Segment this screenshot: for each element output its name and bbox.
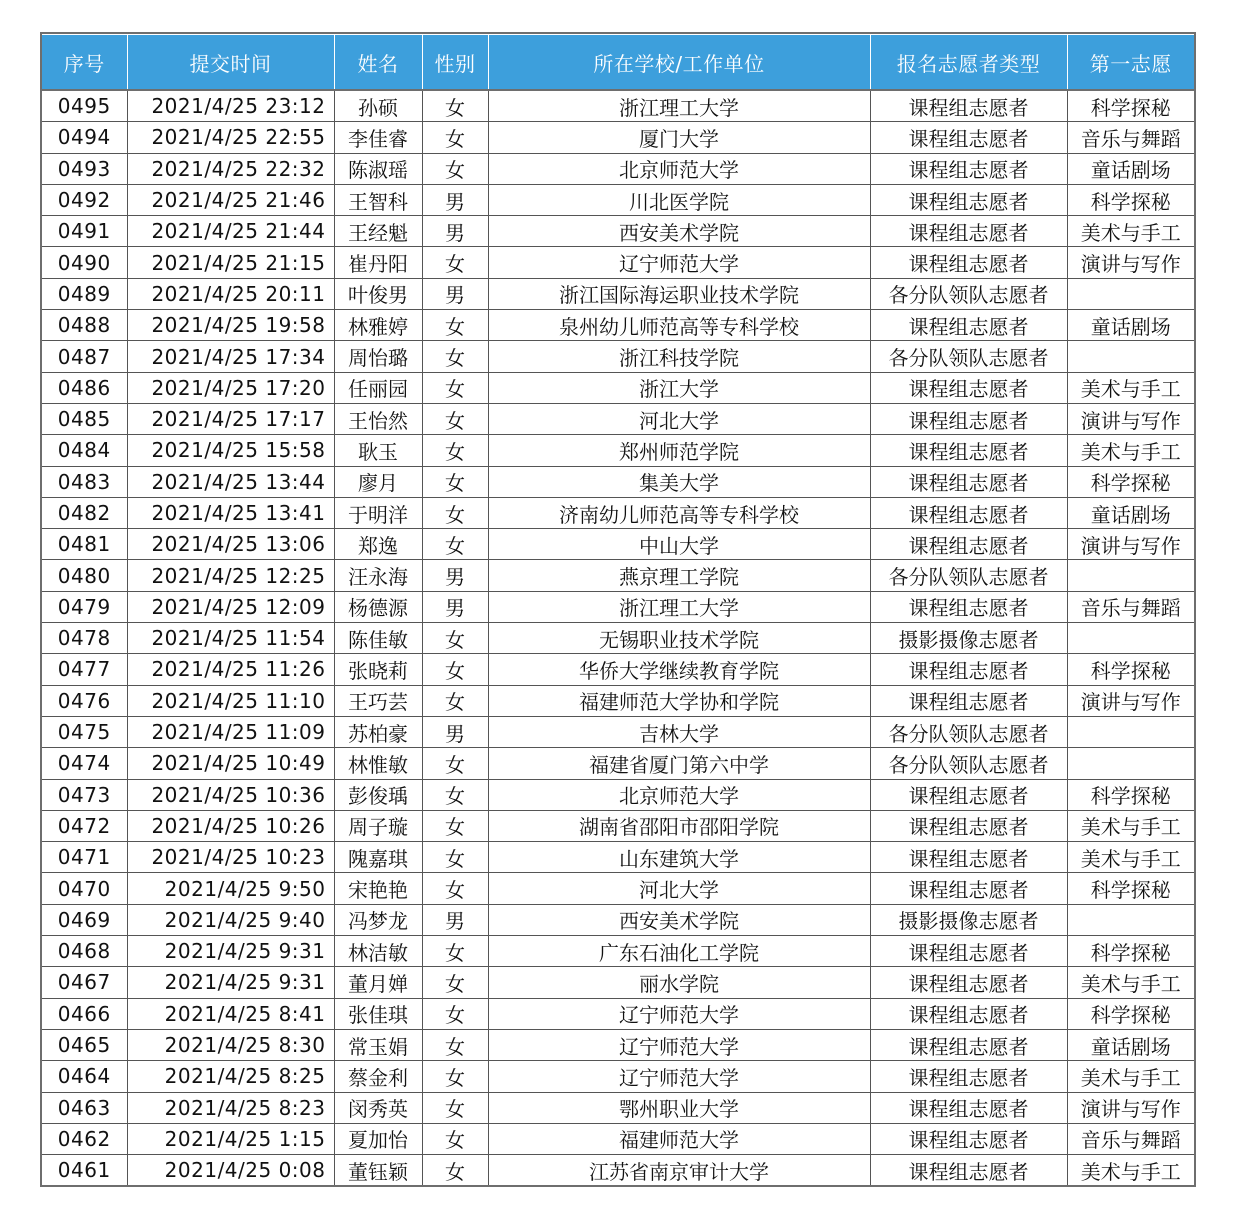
cell-name: 林惟敏: [334, 748, 422, 779]
cell-first-choice: 美术与手工: [1067, 842, 1194, 873]
cell-volunteer-type: 课程组志愿者: [870, 90, 1067, 122]
cell-serial: 0485: [42, 403, 127, 434]
cell-school: 北京师范大学: [488, 153, 870, 184]
table-row: [42, 247, 1194, 278]
cell-school: 泉州幼儿师范高等专科学校: [488, 310, 870, 341]
cell-first-choice: 美术与手工: [1067, 810, 1194, 841]
table-row: [42, 341, 1194, 372]
cell-name: 于明洋: [334, 497, 422, 528]
cell-serial: 0466: [42, 998, 127, 1029]
cell-volunteer-type: 摄影摄像志愿者: [870, 623, 1067, 654]
cell-submit-time: 2021/4/25 12:09: [127, 591, 334, 622]
cell-school: 北京师范大学: [488, 779, 870, 810]
cell-serial: 0463: [42, 1092, 127, 1123]
cell-school: 河北大学: [488, 873, 870, 904]
cell-school: 燕京理工学院: [488, 560, 870, 591]
cell-serial: 0461: [42, 1155, 127, 1186]
cell-name: 汪永海: [334, 560, 422, 591]
cell-submit-time: 2021/4/25 15:58: [127, 435, 334, 466]
cell-submit-time: 2021/4/25 11:10: [127, 685, 334, 716]
cell-volunteer-type: 课程组志愿者: [870, 936, 1067, 967]
cell-submit-time: 2021/4/25 1:15: [127, 1123, 334, 1154]
cell-school: 山东建筑大学: [488, 842, 870, 873]
cell-name: 孙硕: [334, 90, 422, 122]
cell-school: 河北大学: [488, 403, 870, 434]
cell-gender: 女: [422, 810, 488, 841]
cell-name: 董钰颖: [334, 1155, 422, 1186]
cell-name: 王巧芸: [334, 685, 422, 716]
cell-serial: 0491: [42, 216, 127, 247]
cell-submit-time: 2021/4/25 17:17: [127, 403, 334, 434]
cell-serial: 0474: [42, 748, 127, 779]
cell-school: 辽宁师范大学: [488, 998, 870, 1029]
cell-submit-time: 2021/4/25 22:55: [127, 122, 334, 153]
cell-gender: 女: [422, 497, 488, 528]
cell-gender: 男: [422, 904, 488, 935]
cell-gender: 女: [422, 1092, 488, 1123]
cell-first-choice: 音乐与舞蹈: [1067, 1123, 1194, 1154]
cell-gender: 女: [422, 341, 488, 372]
cell-serial: 0481: [42, 529, 127, 560]
cell-submit-time: 2021/4/25 11:26: [127, 654, 334, 685]
cell-submit-time: 2021/4/25 17:20: [127, 372, 334, 403]
cell-volunteer-type: 课程组志愿者: [870, 873, 1067, 904]
cell-serial: 0478: [42, 623, 127, 654]
cell-gender: 女: [422, 247, 488, 278]
cell-gender: 女: [422, 748, 488, 779]
table-row: [42, 122, 1194, 153]
cell-first-choice: 童话剧场: [1067, 1029, 1194, 1060]
cell-submit-time: 2021/4/25 13:41: [127, 497, 334, 528]
cell-school: 广东石油化工学院: [488, 936, 870, 967]
cell-first-choice: 演讲与写作: [1067, 1092, 1194, 1123]
cell-school: 辽宁师范大学: [488, 247, 870, 278]
cell-name: 叶俊男: [334, 278, 422, 309]
cell-first-choice: 美术与手工: [1067, 435, 1194, 466]
cell-volunteer-type: 课程组志愿者: [870, 153, 1067, 184]
cell-first-choice: 科学探秘: [1067, 998, 1194, 1029]
cell-gender: 男: [422, 716, 488, 747]
cell-school: 浙江理工大学: [488, 591, 870, 622]
cell-first-choice: 演讲与写作: [1067, 529, 1194, 560]
cell-first-choice: 科学探秘: [1067, 184, 1194, 215]
table-row: [42, 623, 1194, 654]
cell-first-choice: [1067, 716, 1194, 747]
cell-serial: 0482: [42, 497, 127, 528]
cell-school: 辽宁师范大学: [488, 1029, 870, 1060]
cell-volunteer-type: 各分队领队志愿者: [870, 560, 1067, 591]
cell-name: 隗嘉琪: [334, 842, 422, 873]
table-row: [42, 216, 1194, 247]
cell-submit-time: 2021/4/25 10:49: [127, 748, 334, 779]
cell-gender: 女: [422, 310, 488, 341]
cell-volunteer-type: 课程组志愿者: [870, 685, 1067, 716]
table-row: [42, 372, 1194, 403]
cell-name: 王智科: [334, 184, 422, 215]
cell-gender: 男: [422, 278, 488, 309]
cell-submit-time: 2021/4/25 13:44: [127, 466, 334, 497]
cell-submit-time: 2021/4/25 9:31: [127, 967, 334, 998]
cell-school: 厦门大学: [488, 122, 870, 153]
cell-name: 闵秀英: [334, 1092, 422, 1123]
cell-serial: 0486: [42, 372, 127, 403]
cell-gender: 女: [422, 967, 488, 998]
cell-first-choice: 科学探秘: [1067, 936, 1194, 967]
cell-volunteer-type: 课程组志愿者: [870, 810, 1067, 841]
cell-volunteer-type: 课程组志愿者: [870, 247, 1067, 278]
cell-submit-time: 2021/4/25 11:54: [127, 623, 334, 654]
cell-first-choice: 科学探秘: [1067, 90, 1194, 122]
table-row: [42, 591, 1194, 622]
table-row: [42, 842, 1194, 873]
cell-volunteer-type: 课程组志愿者: [870, 372, 1067, 403]
cell-first-choice: 美术与手工: [1067, 967, 1194, 998]
cell-submit-time: 2021/4/25 19:58: [127, 310, 334, 341]
cell-serial: 0493: [42, 153, 127, 184]
cell-gender: 女: [422, 685, 488, 716]
cell-school: 湖南省邵阳市邵阳学院: [488, 810, 870, 841]
cell-submit-time: 2021/4/25 10:23: [127, 842, 334, 873]
cell-serial: 0469: [42, 904, 127, 935]
cell-first-choice: 演讲与写作: [1067, 685, 1194, 716]
cell-submit-time: 2021/4/25 11:09: [127, 716, 334, 747]
cell-school: 郑州师范学院: [488, 435, 870, 466]
cell-name: 王怡然: [334, 403, 422, 434]
table-row: [42, 560, 1194, 591]
table-row: [42, 810, 1194, 841]
cell-first-choice: 科学探秘: [1067, 466, 1194, 497]
cell-serial: 0477: [42, 654, 127, 685]
cell-volunteer-type: 课程组志愿者: [870, 842, 1067, 873]
cell-volunteer-type: 课程组志愿者: [870, 967, 1067, 998]
cell-serial: 0472: [42, 810, 127, 841]
table-row: [42, 685, 1194, 716]
cell-serial: 0479: [42, 591, 127, 622]
cell-school: 福建师范大学协和学院: [488, 685, 870, 716]
cell-volunteer-type: 课程组志愿者: [870, 1029, 1067, 1060]
cell-volunteer-type: 各分队领队志愿者: [870, 278, 1067, 309]
cell-gender: 男: [422, 591, 488, 622]
table-row: [42, 1092, 1194, 1123]
cell-school: 福建师范大学: [488, 1123, 870, 1154]
cell-volunteer-type: 摄影摄像志愿者: [870, 904, 1067, 935]
cell-serial: 0475: [42, 716, 127, 747]
table-row: [42, 1029, 1194, 1060]
table-row: [42, 873, 1194, 904]
cell-name: 林洁敏: [334, 936, 422, 967]
cell-volunteer-type: 课程组志愿者: [870, 216, 1067, 247]
cell-name: 常玉娟: [334, 1029, 422, 1060]
cell-first-choice: 科学探秘: [1067, 873, 1194, 904]
cell-volunteer-type: 各分队领队志愿者: [870, 716, 1067, 747]
header-serial: 序号: [42, 35, 127, 91]
cell-submit-time: 2021/4/25 8:23: [127, 1092, 334, 1123]
table-row: [42, 278, 1194, 309]
cell-volunteer-type: 课程组志愿者: [870, 654, 1067, 685]
cell-school: 福建省厦门第六中学: [488, 748, 870, 779]
header-volunteer-type: 报名志愿者类型: [870, 35, 1067, 91]
cell-volunteer-type: 课程组志愿者: [870, 466, 1067, 497]
table-row: [42, 779, 1194, 810]
table-row: [42, 716, 1194, 747]
cell-serial: 0473: [42, 779, 127, 810]
cell-first-choice: 音乐与舞蹈: [1067, 591, 1194, 622]
cell-school: 集美大学: [488, 466, 870, 497]
table-row: [42, 998, 1194, 1029]
cell-name: 王经魁: [334, 216, 422, 247]
cell-name: 林雅婷: [334, 310, 422, 341]
cell-name: 任丽园: [334, 372, 422, 403]
cell-school: 西安美术学院: [488, 904, 870, 935]
table-row: [42, 1155, 1194, 1186]
cell-first-choice: 美术与手工: [1067, 216, 1194, 247]
cell-serial: 0470: [42, 873, 127, 904]
cell-first-choice: 音乐与舞蹈: [1067, 122, 1194, 153]
cell-school: 江苏省南京审计大学: [488, 1155, 870, 1186]
cell-school: 浙江大学: [488, 372, 870, 403]
cell-serial: 0465: [42, 1029, 127, 1060]
table-row: [42, 967, 1194, 998]
table-row: [42, 435, 1194, 466]
cell-name: 夏加怡: [334, 1123, 422, 1154]
cell-name: 陈淑瑶: [334, 153, 422, 184]
cell-first-choice: [1067, 341, 1194, 372]
cell-submit-time: 2021/4/25 8:25: [127, 1061, 334, 1092]
cell-gender: 女: [422, 466, 488, 497]
cell-volunteer-type: 课程组志愿者: [870, 310, 1067, 341]
cell-name: 杨德源: [334, 591, 422, 622]
cell-first-choice: 美术与手工: [1067, 1061, 1194, 1092]
header-first-choice: 第一志愿: [1067, 35, 1194, 91]
cell-volunteer-type: 各分队领队志愿者: [870, 748, 1067, 779]
cell-first-choice: 美术与手工: [1067, 372, 1194, 403]
cell-school: 鄂州职业大学: [488, 1092, 870, 1123]
cell-school: 西安美术学院: [488, 216, 870, 247]
cell-submit-time: 2021/4/25 9:31: [127, 936, 334, 967]
cell-name: 崔丹阳: [334, 247, 422, 278]
cell-serial: 0490: [42, 247, 127, 278]
cell-volunteer-type: 课程组志愿者: [870, 497, 1067, 528]
cell-gender: 男: [422, 184, 488, 215]
cell-name: 董月婵: [334, 967, 422, 998]
cell-submit-time: 2021/4/25 9:50: [127, 873, 334, 904]
cell-school: 吉林大学: [488, 716, 870, 747]
cell-name: 蔡金利: [334, 1061, 422, 1092]
cell-name: 周子璇: [334, 810, 422, 841]
cell-gender: 女: [422, 842, 488, 873]
table-row: [42, 153, 1194, 184]
cell-school: 丽水学院: [488, 967, 870, 998]
cell-gender: 女: [422, 623, 488, 654]
cell-submit-time: 2021/4/25 21:15: [127, 247, 334, 278]
table-row: [42, 748, 1194, 779]
cell-serial: 0480: [42, 560, 127, 591]
cell-submit-time: 2021/4/25 0:08: [127, 1155, 334, 1186]
table-row: [42, 904, 1194, 935]
header-row: [42, 35, 1194, 91]
cell-gender: 男: [422, 560, 488, 591]
cell-first-choice: 科学探秘: [1067, 779, 1194, 810]
table-row: [42, 1123, 1194, 1154]
cell-submit-time: 2021/4/25 21:46: [127, 184, 334, 215]
cell-first-choice: 童话剧场: [1067, 497, 1194, 528]
cell-volunteer-type: 课程组志愿者: [870, 529, 1067, 560]
cell-first-choice: 童话剧场: [1067, 310, 1194, 341]
cell-volunteer-type: 课程组志愿者: [870, 403, 1067, 434]
cell-first-choice: 美术与手工: [1067, 1155, 1194, 1186]
cell-gender: 女: [422, 529, 488, 560]
cell-gender: 女: [422, 779, 488, 810]
cell-submit-time: 2021/4/25 10:36: [127, 779, 334, 810]
cell-serial: 0464: [42, 1061, 127, 1092]
table-row: [42, 1061, 1194, 1092]
cell-school: 辽宁师范大学: [488, 1061, 870, 1092]
cell-school: 济南幼儿师范高等专科学校: [488, 497, 870, 528]
table-row: [42, 497, 1194, 528]
cell-submit-time: 2021/4/25 10:26: [127, 810, 334, 841]
cell-serial: 0462: [42, 1123, 127, 1154]
cell-serial: 0492: [42, 184, 127, 215]
header-school: 所在学校/工作单位: [488, 35, 870, 91]
table-row: [42, 184, 1194, 215]
cell-volunteer-type: 课程组志愿者: [870, 779, 1067, 810]
cell-serial: 0468: [42, 936, 127, 967]
cell-gender: 女: [422, 1123, 488, 1154]
cell-first-choice: 科学探秘: [1067, 654, 1194, 685]
cell-name: 冯梦龙: [334, 904, 422, 935]
cell-gender: 女: [422, 153, 488, 184]
cell-submit-time: 2021/4/25 8:41: [127, 998, 334, 1029]
table-body: [42, 90, 1194, 1185]
cell-submit-time: 2021/4/25 13:06: [127, 529, 334, 560]
cell-submit-time: 2021/4/25 21:44: [127, 216, 334, 247]
cell-serial: 0494: [42, 122, 127, 153]
cell-submit-time: 2021/4/25 8:30: [127, 1029, 334, 1060]
cell-first-choice: 童话剧场: [1067, 153, 1194, 184]
cell-gender: 女: [422, 1155, 488, 1186]
cell-serial: 0488: [42, 310, 127, 341]
cell-gender: 女: [422, 873, 488, 904]
cell-name: 郑逸: [334, 529, 422, 560]
cell-first-choice: [1067, 278, 1194, 309]
cell-school: 华侨大学继续教育学院: [488, 654, 870, 685]
cell-volunteer-type: 课程组志愿者: [870, 1123, 1067, 1154]
cell-first-choice: [1067, 560, 1194, 591]
cell-submit-time: 2021/4/25 12:25: [127, 560, 334, 591]
cell-gender: 女: [422, 435, 488, 466]
cell-serial: 0495: [42, 90, 127, 122]
cell-volunteer-type: 课程组志愿者: [870, 122, 1067, 153]
cell-gender: 女: [422, 654, 488, 685]
cell-volunteer-type: 课程组志愿者: [870, 998, 1067, 1029]
cell-name: 陈佳敏: [334, 623, 422, 654]
cell-gender: 女: [422, 372, 488, 403]
cell-volunteer-type: 课程组志愿者: [870, 1155, 1067, 1186]
cell-school: 无锡职业技术学院: [488, 623, 870, 654]
cell-submit-time: 2021/4/25 9:40: [127, 904, 334, 935]
cell-school: 川北医学院: [488, 184, 870, 215]
cell-submit-time: 2021/4/25 20:11: [127, 278, 334, 309]
cell-first-choice: [1067, 748, 1194, 779]
cell-first-choice: [1067, 904, 1194, 935]
cell-volunteer-type: 课程组志愿者: [870, 591, 1067, 622]
cell-volunteer-type: 课程组志愿者: [870, 1061, 1067, 1092]
cell-volunteer-type: 各分队领队志愿者: [870, 341, 1067, 372]
cell-gender: 女: [422, 936, 488, 967]
cell-serial: 0487: [42, 341, 127, 372]
cell-first-choice: [1067, 623, 1194, 654]
header-submit-time: 提交时间: [127, 35, 334, 91]
cell-gender: 女: [422, 90, 488, 122]
cell-submit-time: 2021/4/25 23:12: [127, 90, 334, 122]
cell-gender: 女: [422, 1061, 488, 1092]
table-row: [42, 90, 1194, 122]
table-row: [42, 936, 1194, 967]
cell-school: 浙江理工大学: [488, 90, 870, 122]
table-row: [42, 310, 1194, 341]
cell-first-choice: 演讲与写作: [1067, 403, 1194, 434]
header-gender: 性别: [422, 35, 488, 91]
cell-volunteer-type: 课程组志愿者: [870, 1092, 1067, 1123]
cell-name: 苏柏豪: [334, 716, 422, 747]
cell-name: 耿玉: [334, 435, 422, 466]
table-row: [42, 529, 1194, 560]
cell-submit-time: 2021/4/25 22:32: [127, 153, 334, 184]
cell-serial: 0489: [42, 278, 127, 309]
cell-serial: 0467: [42, 967, 127, 998]
volunteer-table: [42, 34, 1194, 1185]
cell-name: 周怡璐: [334, 341, 422, 372]
cell-serial: 0471: [42, 842, 127, 873]
cell-serial: 0484: [42, 435, 127, 466]
cell-volunteer-type: 课程组志愿者: [870, 435, 1067, 466]
table-row: [42, 466, 1194, 497]
table-row: [42, 654, 1194, 685]
header-name: 姓名: [334, 35, 422, 91]
cell-school: 中山大学: [488, 529, 870, 560]
volunteer-signup-sheet: [40, 32, 1196, 1187]
cell-gender: 男: [422, 216, 488, 247]
cell-gender: 女: [422, 122, 488, 153]
cell-name: 彭俊瑀: [334, 779, 422, 810]
cell-name: 李佳睿: [334, 122, 422, 153]
cell-first-choice: 演讲与写作: [1067, 247, 1194, 278]
cell-name: 张佳琪: [334, 998, 422, 1029]
cell-gender: 女: [422, 1029, 488, 1060]
cell-name: 廖月: [334, 466, 422, 497]
cell-serial: 0483: [42, 466, 127, 497]
cell-volunteer-type: 课程组志愿者: [870, 184, 1067, 215]
table-row: [42, 403, 1194, 434]
cell-gender: 女: [422, 403, 488, 434]
cell-name: 宋艳艳: [334, 873, 422, 904]
cell-school: 浙江国际海运职业技术学院: [488, 278, 870, 309]
cell-school: 浙江科技学院: [488, 341, 870, 372]
cell-serial: 0476: [42, 685, 127, 716]
cell-name: 张晓莉: [334, 654, 422, 685]
cell-gender: 女: [422, 998, 488, 1029]
cell-submit-time: 2021/4/25 17:34: [127, 341, 334, 372]
